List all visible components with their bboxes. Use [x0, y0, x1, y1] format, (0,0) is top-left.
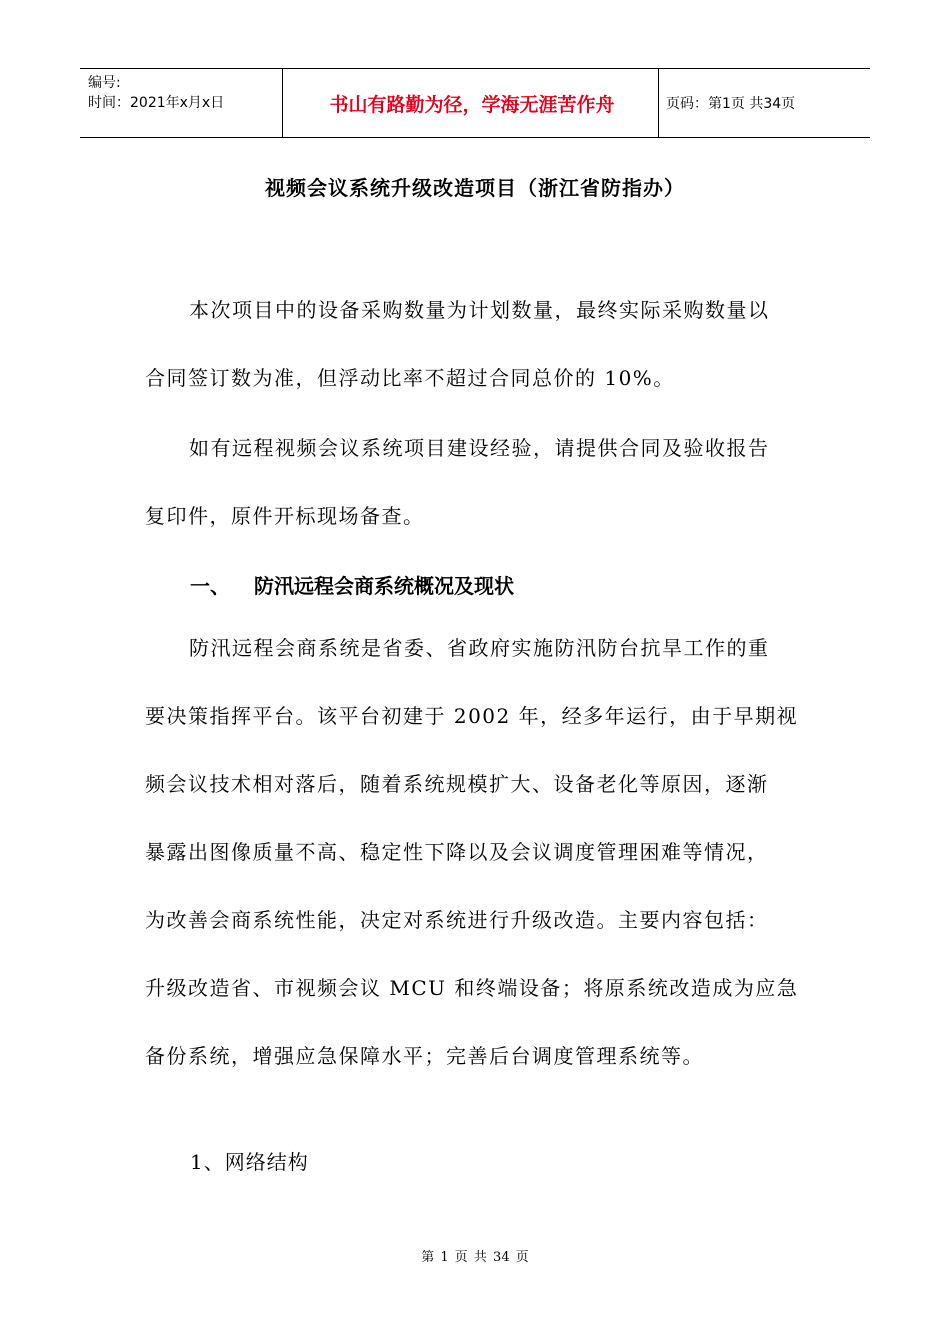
intro-paragraph-1 [145, 294, 807, 430]
header-meta [88, 73, 224, 113]
page-footer: 第 1 页 共 34 页 [421, 1250, 529, 1265]
header-divider [282, 69, 283, 137]
document-date: 时间：2021年x月x日 [88, 95, 225, 111]
section-heading [190, 570, 514, 599]
header-table [80, 68, 870, 138]
paragraph-line: 升级改造省、市视频会议 MCU 和终端设备；将原系统改造成为应急 [145, 976, 799, 1000]
intro-paragraph-2 [145, 432, 807, 568]
subsection-heading: 1、网络结构 [190, 1150, 309, 1174]
paragraph-line: 要决策指挥平台。该平台初建于 2002 年，经多年运行，由于早期视 [145, 704, 799, 728]
document-number-label: 编号: [88, 75, 121, 91]
paragraph-line: 暴露出图像质量不高、稳定性下降以及会议调度管理困难等情况， [145, 840, 769, 864]
paragraph-line: 备份系统，增强应急保障水平；完善后台调度管理系统等。 [145, 1044, 704, 1068]
section-1-body [145, 632, 807, 1108]
document-title: 视频会议系统升级改造项目（浙江省防指办） [265, 176, 685, 200]
paragraph-line: 如有远程视频会议系统项目建设经验，请提供合同及验收报告 [189, 436, 770, 460]
paragraph-line: 防汛远程会商系统是省委、省政府实施防汛防台抗旱工作的重 [189, 636, 770, 660]
paragraph-line: 合同签订数为准，但浮动比率不超过合同总价的 10%。 [145, 366, 675, 390]
header-motto: 书山有路勤为径，学海无涯苦作舟 [329, 93, 615, 116]
paragraph-line: 为改善会商系统性能，决定对系统进行升级改造。主要内容包括： [145, 908, 769, 932]
paragraph-line: 复印件，原件开标现场备查。 [145, 504, 425, 528]
paragraph-line: 本次项目中的设备采购数量为计划数量，最终实际采购数量以 [189, 298, 770, 322]
paragraph-line: 频会议技术相对落后，随着系统规模扩大、设备老化等原因，逐渐 [145, 772, 769, 796]
header-page-info: 页码：第1页 共34页 [666, 96, 796, 112]
section-number: 一、 [190, 574, 230, 598]
section-title: 防汛远程会商系统概况及现状 [254, 574, 514, 598]
